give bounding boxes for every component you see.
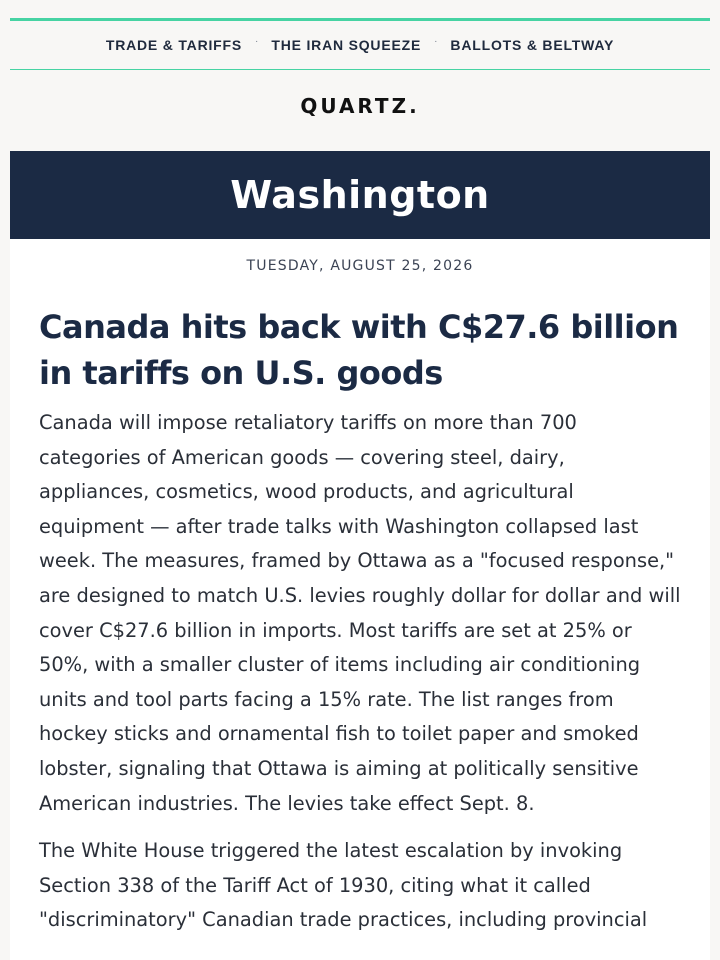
article-body (39, 406, 681, 938)
nav-item-iran-squeeze[interactable]: THE IRAN SQUEEZE (271, 37, 422, 53)
section-title: Washington (230, 173, 490, 217)
quartz-logo[interactable]: QUARTZ. (300, 94, 420, 118)
article-paragraph: The White House triggered the latest escalation by invoking Section 338 of the Tariff Act of 1930, citing what it called "discriminatory" Canadian trade practices, including provincial (39, 839, 648, 932)
nav-separator: · (255, 35, 259, 47)
article-headline[interactable]: Canada hits back with C$27.6 billion in tariffs on U.S. goods (39, 308, 679, 392)
article-content (10, 239, 710, 960)
nav-item-ballots-beltway[interactable]: BALLOTS & BELTWAY (450, 37, 615, 53)
section-nav (10, 21, 710, 70)
article-date: TUESDAY, AUGUST 25, 2026 (246, 258, 474, 274)
section-header-band (10, 151, 710, 239)
nav-item-trade-tariffs[interactable]: TRADE & TARIFFS (105, 37, 243, 53)
article-paragraph: Canada will impose retaliatory tariffs on more than 700 categories of American goods — covering steel, dairy, appliances, cosmetics, wood products, and agricultural equipment — after trade talks with Washington collapsed last week. The measures, framed by Ottawa as a "focused response," are designed to match U.S. levies roughly dollar for dollar and will cover C$27.6 billion in imports. Most tariffs are set at 25% or 50%, with a smaller cluster of items including air conditioning units and tool parts facing a 15% rate. The list ranges from hockey sticks and ornamental fish to toilet paper and smoked lobster, signaling that Ottawa is aiming at politically sensitive American industries. The levies take effect Sept. 8. (39, 411, 681, 815)
nav-separator: · (434, 35, 438, 47)
